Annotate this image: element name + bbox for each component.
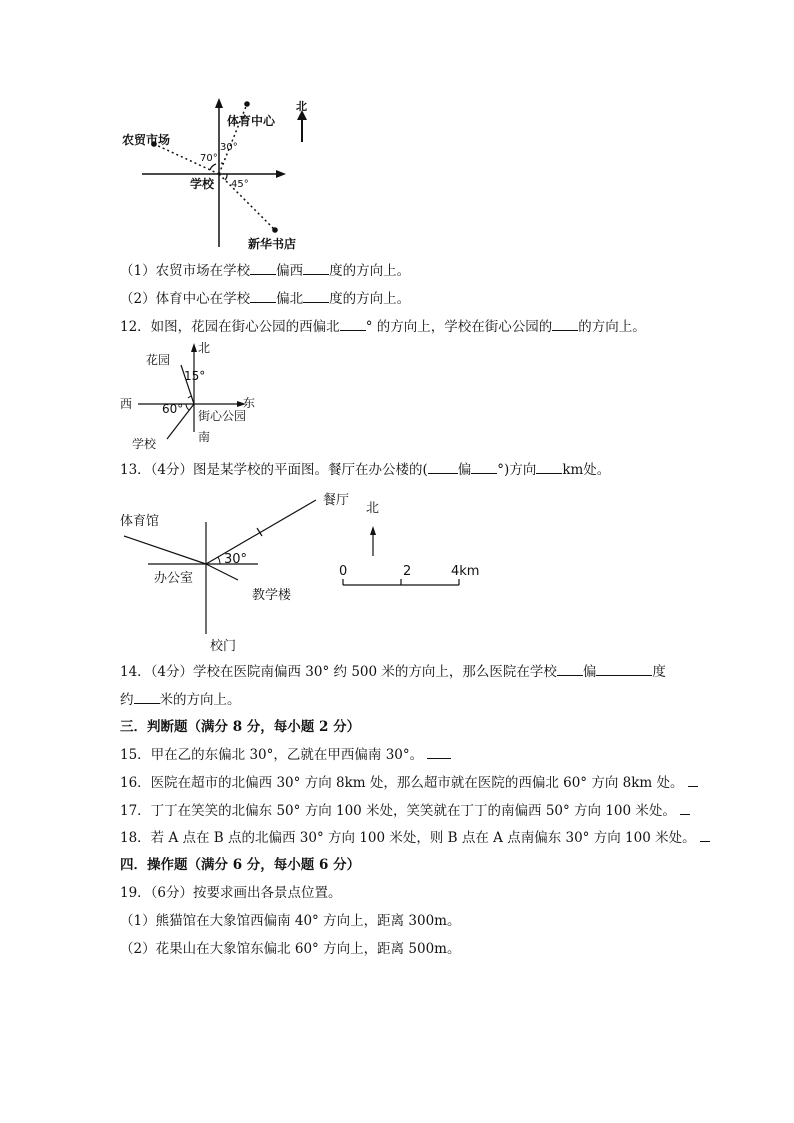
q11-p1-blank-1[interactable]	[250, 262, 276, 275]
fig1-angle-70: 70°	[200, 153, 218, 164]
q14-blank-1[interactable]	[557, 663, 583, 676]
q17-answer-blank[interactable]	[680, 802, 690, 815]
fig3-scale-2: 2	[403, 564, 412, 579]
fig2-angle-60: 60°	[162, 402, 184, 416]
fig3-angle-30: 30°	[224, 552, 248, 567]
fig3-scale-4: 4km	[451, 564, 480, 579]
fig3-north: 北	[366, 501, 380, 516]
fig2-garden: 花园	[146, 353, 171, 367]
q19-part-1: （1）熊猫馆在大象馆西偏南 40° 方向上，距离 300m。	[120, 913, 461, 929]
fig3-gym: 体育馆	[120, 514, 160, 529]
fig3-canteen: 餐厅	[323, 493, 350, 508]
q11-part-2: （2）体育中心在学校 偏北 度的方向上。	[120, 291, 411, 307]
fig2-north: 北	[198, 341, 211, 355]
fig2-east: 东	[243, 396, 256, 410]
section-3-title: 三．判断题（满分 8 分，每小题 2 分）	[120, 719, 361, 735]
q19-stem: 19．（6分）按要求画出各景点位置。	[120, 885, 342, 901]
fig2-school: 学校	[132, 437, 157, 451]
figure-2-park-map	[118, 340, 268, 450]
fig1-north-label: 北	[296, 100, 307, 113]
q18-statement: 18．若 A 点在 B 点的北偏西 30° 方向 100 米处，则 B 点在 A 点南偏东 30° 方向 100 米处。	[120, 829, 710, 847]
fig3-teaching-building: 教学楼	[252, 588, 292, 603]
figure-3-school-plan	[118, 488, 498, 658]
q11-p1-blank-2[interactable]	[303, 262, 329, 275]
fig1-angle-45: 45°	[231, 179, 249, 190]
fig2-west: 西	[120, 397, 133, 411]
fig1-sports-center-label: 体育中心	[227, 114, 276, 128]
section-4-title: 四．操作题（满分 6 分，每小题 6 分）	[120, 857, 361, 873]
q13-blank-3[interactable]	[536, 461, 562, 474]
fig3-gate: 校门	[210, 639, 237, 654]
fig1-market-label: 农贸市场	[122, 133, 171, 147]
q12-question: 12．如图，花园在街心公园的西偏北 ° 的方向上，学校在街心公园的 的方向上。	[120, 319, 646, 335]
fig3-scale-0: 0	[339, 564, 348, 579]
fig1-angle-30: 30°	[220, 142, 238, 153]
q15-statement: 15．甲在乙的东偏北 30°，乙就在甲西偏南 30°。	[120, 746, 451, 764]
fig1-bookstore-label: 新华书店	[248, 237, 297, 251]
q13-blank-1[interactable]	[428, 461, 458, 474]
q12-blank-1[interactable]	[340, 318, 366, 331]
q16-statement: 16．医院在超市的北偏西 30° 方向 8km 处，那么超市就在医院的西偏北 60° 方向 8km 处。	[120, 774, 698, 792]
q17-statement: 17．丁丁在笑笑的北偏东 50° 方向 100 米处，笑笑就在丁丁的南偏西 50° 方向 100 米处。	[120, 802, 690, 820]
q14-line-2: 约 米的方向上。	[120, 692, 241, 708]
q13-question: 13．（4分）图是某学校的平面图。餐厅在办公楼的( 偏 °)方向 km处。	[120, 462, 611, 478]
q14-line-1: 14．（4分）学校在医院南偏西 30° 约 500 米的方向上，那么医院在学校 偏 度	[120, 664, 666, 680]
fig3-office: 办公室	[154, 571, 194, 586]
q13-blank-2[interactable]	[471, 461, 497, 474]
q14-blank-3[interactable]	[134, 691, 160, 704]
q12-blank-2[interactable]	[552, 318, 578, 331]
fig2-park: 街心公园	[198, 409, 247, 423]
q11-part-1: （1）农贸市场在学校 偏西 度的方向上。	[120, 263, 411, 279]
q11-p2-blank-2[interactable]	[303, 290, 329, 303]
q19-part-2: （2）花果山在大象馆东偏北 60° 方向上，距离 500m。	[120, 941, 461, 957]
q18-answer-blank[interactable]	[700, 829, 710, 842]
q14-blank-2[interactable]	[596, 663, 652, 676]
figure-1-direction-map	[122, 92, 330, 257]
q15-answer-blank[interactable]	[427, 746, 451, 759]
q11-p2-blank-1[interactable]	[250, 290, 276, 303]
fig1-school-label: 学校	[190, 177, 215, 191]
fig2-angle-15: 15°	[184, 369, 206, 383]
fig2-south: 南	[198, 430, 211, 444]
q16-answer-blank[interactable]	[688, 774, 698, 787]
